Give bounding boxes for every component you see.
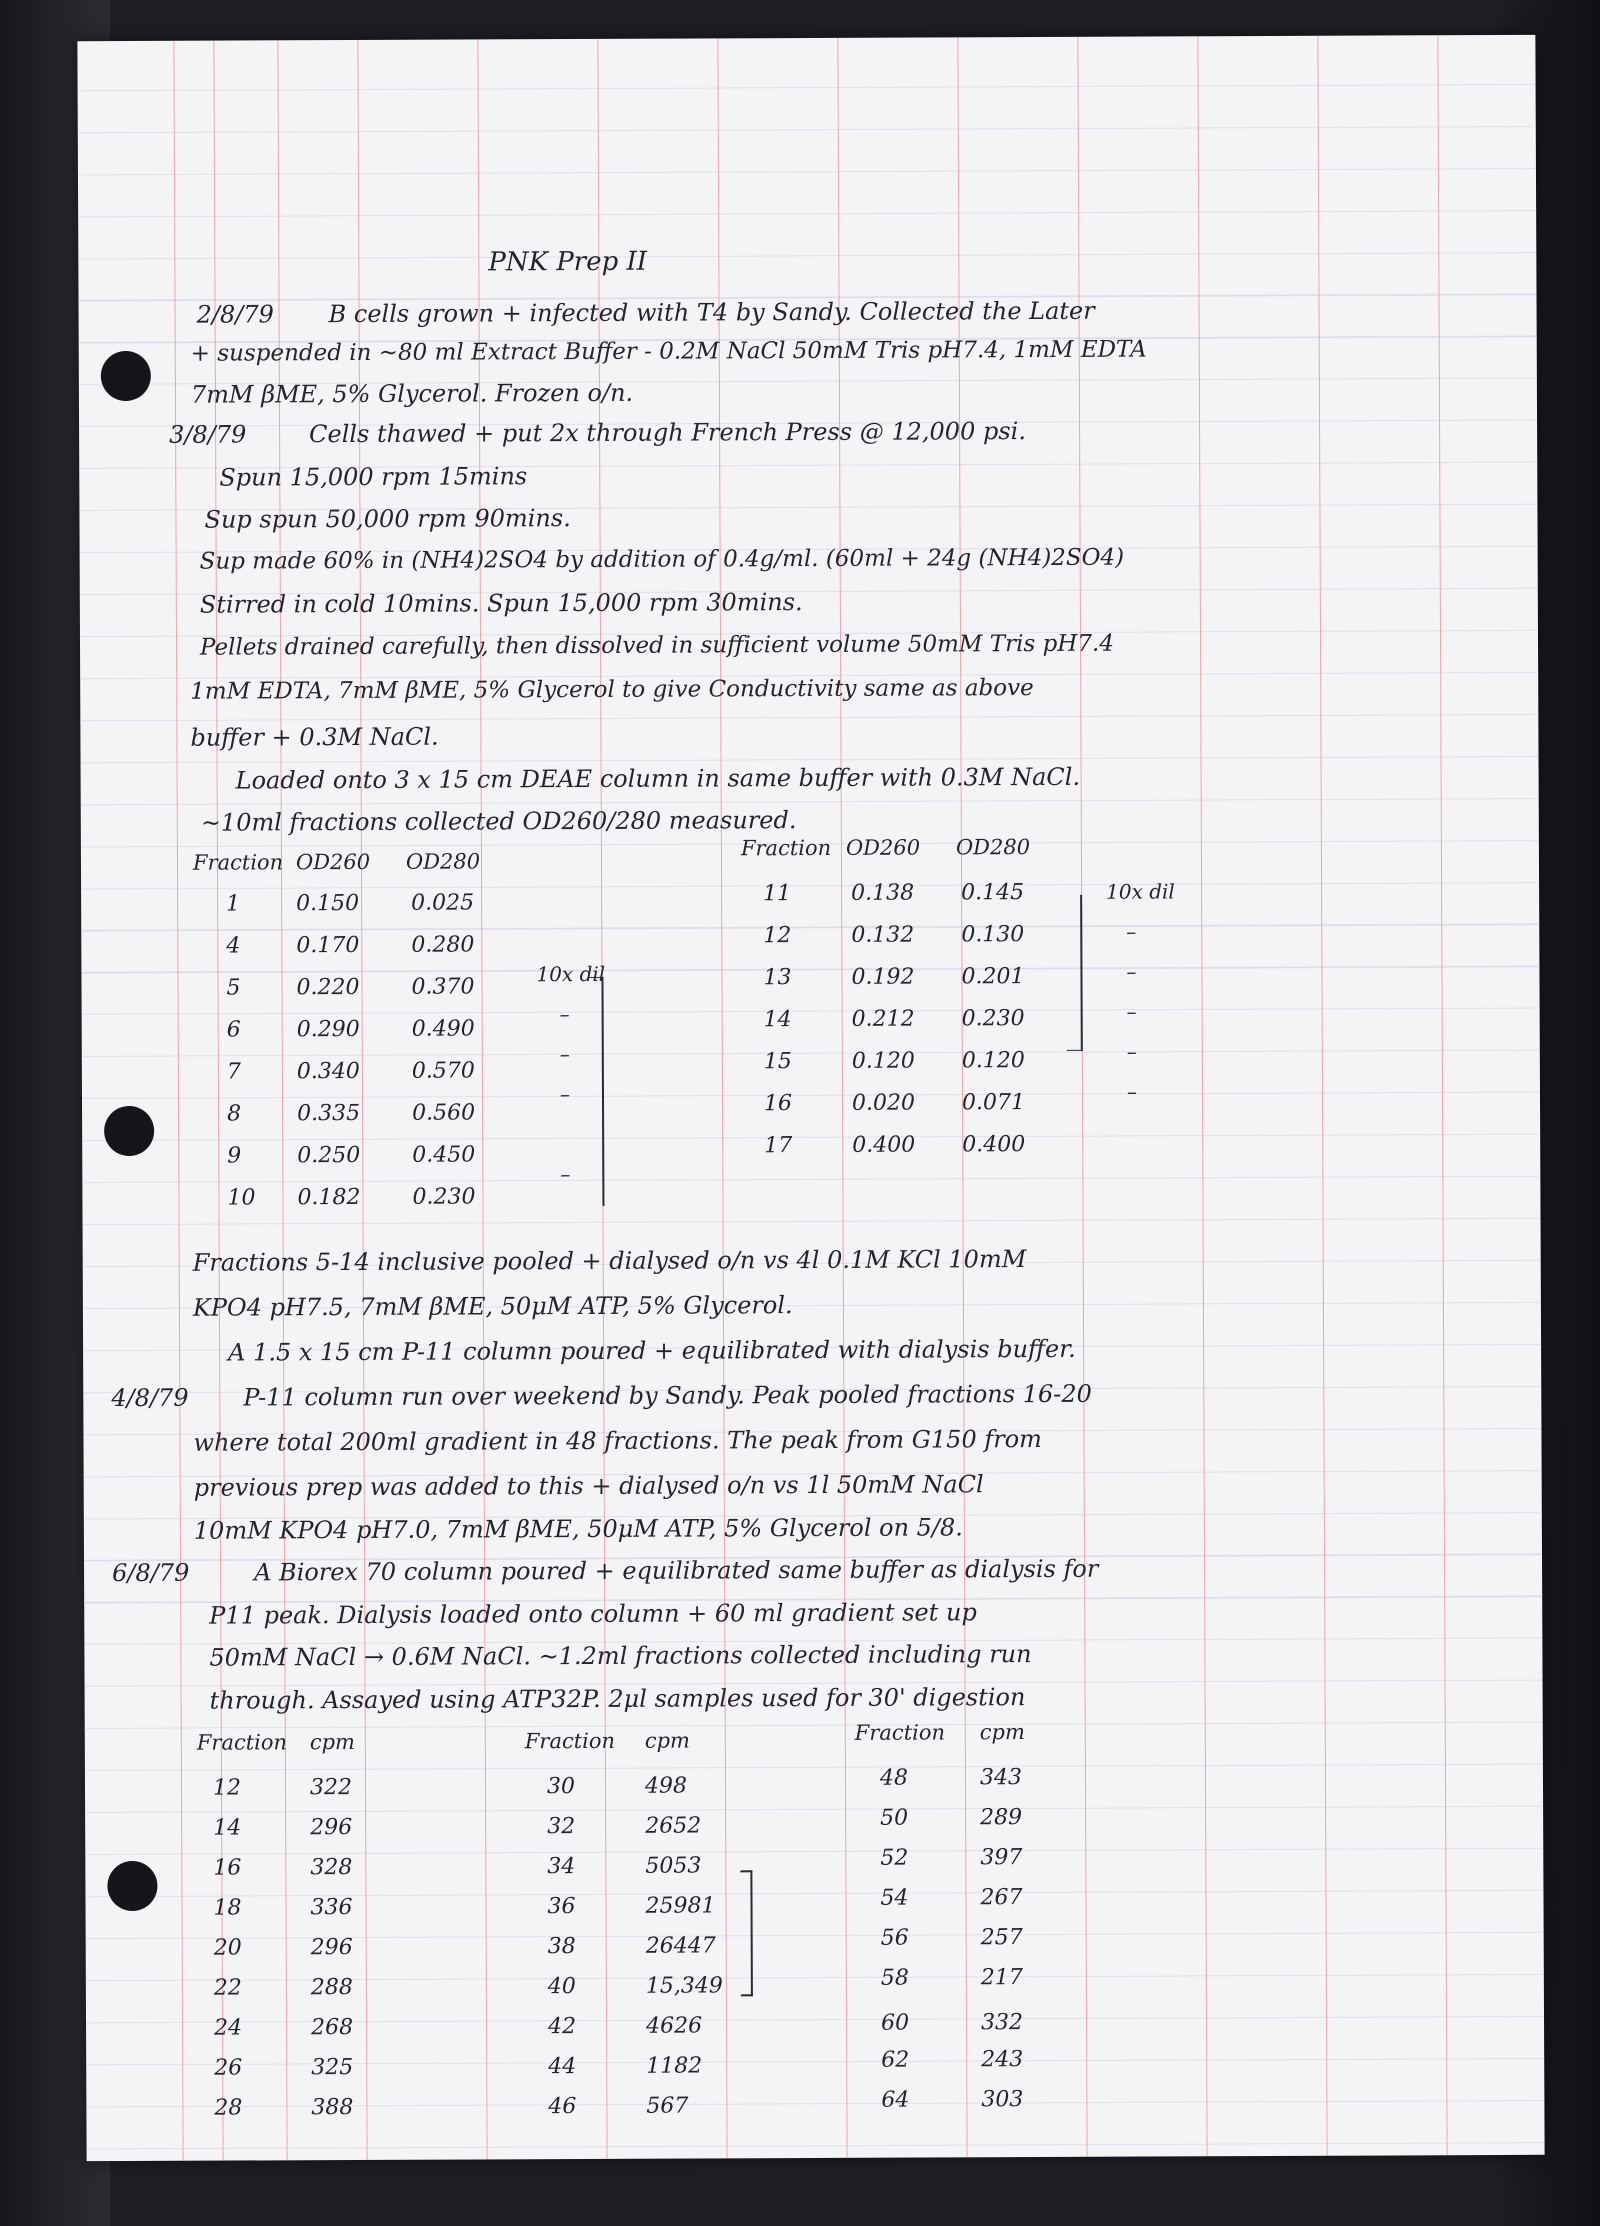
entry-line: 10mM KPO4 pH7.0, 7mM βME, 50μM ATP, 5% Glycerol on 5/8. <box>193 1513 963 1545</box>
table-cell: 0.120 <box>961 1048 1025 1074</box>
margin-line <box>1437 35 1447 2155</box>
table-cell: 0.560 <box>412 1100 476 1126</box>
entry-date: 4/8/79 <box>111 1383 189 1413</box>
table-cell: 0.340 <box>296 1058 360 1085</box>
column-header: cpm <box>644 1728 690 1753</box>
ditto-mark: – <box>560 1162 571 1187</box>
table-cell: 332 <box>980 2010 1024 2036</box>
entry-line: Sup made 60% in (NH4)2SO4 by addition of 0.4g/ml. (60ml + 24g (NH4)2SO4) <box>199 544 1125 575</box>
table-cell: 9 <box>227 1143 242 1169</box>
table-cell: 5 <box>226 975 241 1001</box>
table-cell: 0.490 <box>411 1016 475 1042</box>
table-cell: 7 <box>226 1059 241 1085</box>
table-cell: 10 <box>227 1185 256 1211</box>
table-cell: 11 <box>763 881 792 907</box>
table-cell: 56 <box>880 1925 909 1951</box>
entry-line: KPO4 pH7.5, 7mM βME, 50μM ATP, 5% Glycerol. <box>192 1291 793 1322</box>
table-cell: 0.250 <box>297 1142 361 1169</box>
table-cell: 24 <box>213 2015 243 2041</box>
table-cell: 36 <box>547 1894 576 1920</box>
entry-line: Fractions 5-14 inclusive pooled + dialysed o/n vs 4l 0.1M KCl 10mM <box>192 1245 1027 1277</box>
table-cell: 64 <box>881 2087 910 2113</box>
dilution-note: 10x dil <box>536 961 606 987</box>
table-cell: 2652 <box>645 1813 702 1839</box>
table-cell: 54 <box>880 1885 909 1911</box>
table-cell: 38 <box>547 1934 576 1960</box>
table-cell: 15 <box>763 1049 792 1075</box>
table-cell: 328 <box>310 1855 353 1881</box>
table-cell: 0.400 <box>962 1132 1026 1158</box>
table-cell: 267 <box>980 1885 1023 1911</box>
table-cell: 0.230 <box>412 1184 476 1210</box>
table-cell: 40 <box>547 1974 576 2000</box>
table-cell: 34 <box>547 1854 576 1880</box>
margin-line <box>173 41 183 2161</box>
entry-line: where total 200ml gradient in 48 fractions. The peak from G150 from <box>193 1424 1042 1457</box>
column-header: Fraction <box>854 1720 946 1745</box>
table-cell: 25981 <box>645 1893 716 1919</box>
table-cell: 60 <box>880 2010 910 2036</box>
table-cell: 42 <box>547 2014 577 2040</box>
table-cell: 32 <box>547 1814 576 1840</box>
table-cell: 0.020 <box>851 1090 916 1116</box>
table-cell: 0.450 <box>412 1142 476 1168</box>
table-cell: 498 <box>644 1773 688 1799</box>
column-header: OD280 <box>955 835 1031 860</box>
table-cell: 397 <box>980 1845 1023 1871</box>
table-cell: 0.182 <box>297 1184 361 1211</box>
entry-line: + suspended in ~80 ml Extract Buffer - 0.2M NaCl 50mM Tris pH7.4, 1mM EDTA <box>190 336 1147 367</box>
column-header: OD280 <box>405 849 481 874</box>
table-cell: 325 <box>311 2055 354 2081</box>
table-cell: 22 <box>213 1975 242 2001</box>
punch-hole <box>101 351 151 401</box>
table-cell: 0.220 <box>296 974 360 1001</box>
table-cell: 62 <box>881 2047 910 2073</box>
ditto-mark: – <box>559 1082 571 1107</box>
column-header: Fraction <box>192 850 284 875</box>
table-cell: 26447 <box>645 1933 716 1959</box>
column-header: cpm <box>309 1729 355 1755</box>
entry-line: A Biorex 70 column poured + equilibrated same buffer as dialysis for <box>254 1554 1099 1587</box>
table-cell: 289 <box>980 1805 1023 1831</box>
entry-line: Loaded onto 3 x 15 cm DEAE column in same buffer with 0.3M NaCl. <box>235 762 1081 795</box>
punch-hole <box>107 1861 157 1911</box>
entry-line: Cells thawed + put 2x through French Press @ 12,000 psi. <box>309 417 1026 449</box>
table-cell: 6 <box>226 1017 241 1043</box>
table-cell: 4626 <box>645 2013 703 2039</box>
entry-line: Spun 15,000 rpm 15mins <box>219 462 528 492</box>
entry-line: B cells grown + infected with T4 by Sandy. Collected the Later <box>328 296 1095 329</box>
margin-line <box>1197 36 1207 2156</box>
notebook-page <box>77 35 1544 2161</box>
table-cell: 48 <box>879 1765 909 1791</box>
column-header: cpm <box>979 1720 1025 1745</box>
table-cell: 1 <box>226 891 241 917</box>
bracket <box>589 977 604 1206</box>
entry-line: 50mM NaCl → 0.6M NaCl. ~1.2ml fractions collected including run <box>209 1640 1032 1672</box>
ditto-mark: – <box>1126 959 1137 984</box>
entry-line: through. Assayed using ATP32P. 2μl samples used for 30' digestion <box>209 1683 1026 1715</box>
entry-line: 7mM βME, 5% Glycerol. Frozen o/n. <box>190 378 634 409</box>
table-cell: 0.280 <box>411 932 475 958</box>
table-cell: 15,349 <box>645 1973 723 1999</box>
table-cell: 0.120 <box>851 1048 915 1074</box>
table-cell: 0.201 <box>961 964 1025 990</box>
entry-date: 2/8/79 <box>196 300 274 329</box>
table-cell: 0.212 <box>851 1006 915 1032</box>
table-cell: 343 <box>979 1765 1023 1791</box>
table-cell: 0.145 <box>961 880 1025 906</box>
table-cell: 8 <box>227 1101 242 1127</box>
table-cell: 0.170 <box>296 932 360 959</box>
dilution-note: 10x dil <box>1106 879 1175 904</box>
table-cell: 0.335 <box>297 1100 361 1127</box>
table-cell: 18 <box>213 1895 242 1921</box>
table-cell: 4 <box>226 933 241 959</box>
table-cell: 0.130 <box>961 922 1025 948</box>
bracket <box>1066 895 1083 1051</box>
table-cell: 0.370 <box>411 974 475 1000</box>
column-header: OD260 <box>845 835 921 860</box>
table-cell: 1182 <box>646 2053 703 2079</box>
page-title: PNK Prep II <box>488 246 648 278</box>
table-cell: 12 <box>763 923 792 949</box>
table-cell: 14 <box>213 1815 242 1841</box>
ditto-mark: – <box>1126 919 1137 944</box>
table-cell: 0.071 <box>961 1090 1026 1116</box>
table-cell: 16 <box>213 1855 242 1881</box>
column-header: Fraction <box>524 1728 616 1754</box>
ditto-mark: – <box>1126 1079 1138 1104</box>
table-cell: 217 <box>980 1965 1023 1991</box>
table-cell: 44 <box>548 2054 577 2080</box>
ditto-mark: – <box>1126 999 1137 1024</box>
table-cell: 0.025 <box>411 890 475 916</box>
table-cell: 0.230 <box>961 1006 1025 1032</box>
table-cell: 567 <box>646 2093 689 2119</box>
ditto-mark: – <box>559 1002 570 1027</box>
table-cell: 28 <box>214 2095 243 2121</box>
column-header: OD260 <box>295 849 371 875</box>
ditto-mark: – <box>1126 1039 1137 1064</box>
table-cell: 16 <box>763 1091 793 1117</box>
table-cell: 243 <box>981 2047 1024 2073</box>
table-cell: 0.138 <box>851 880 915 906</box>
table-cell: 0.150 <box>296 890 360 917</box>
table-cell: 12 <box>212 1775 242 1801</box>
table-cell: 30 <box>546 1774 576 1800</box>
table-cell: 0.400 <box>852 1132 916 1158</box>
table-cell: 296 <box>310 1935 353 1961</box>
table-cell: 322 <box>309 1775 353 1801</box>
table-cell: 0.192 <box>851 964 915 990</box>
bracket <box>740 1870 753 1996</box>
table-cell: 17 <box>764 1133 793 1159</box>
entry-line: Sup spun 50,000 rpm 90mins. <box>204 504 571 534</box>
table-cell: 303 <box>981 2087 1024 2113</box>
table-cell: 257 <box>980 1925 1023 1951</box>
entry-line: A 1.5 x 15 cm P-11 column poured + equilibrated with dialysis buffer. <box>228 1334 1076 1367</box>
table-cell: 46 <box>548 2094 577 2120</box>
entry-date: 6/8/79 <box>112 1558 190 1588</box>
table-cell: 20 <box>213 1935 242 1961</box>
table-cell: 0.132 <box>851 922 915 948</box>
table-cell: 52 <box>880 1845 909 1871</box>
table-cell: 14 <box>763 1007 792 1033</box>
entry-line: Pellets drained carefully, then dissolved in sufficient volume 50mM Tris pH7.4 <box>199 630 1114 661</box>
entry-line: P11 peak. Dialysis loaded onto column + 60 ml gradient set up <box>209 1598 977 1630</box>
table-cell: 50 <box>880 1805 909 1831</box>
entry-line: ~10ml fractions collected OD260/280 measured. <box>200 806 797 837</box>
table-cell: 388 <box>311 2095 354 2121</box>
entry-line: buffer + 0.3M NaCl. <box>190 722 439 752</box>
table-cell: 0.570 <box>411 1058 475 1084</box>
column-header: Fraction <box>740 835 832 861</box>
punch-hole <box>104 1106 154 1156</box>
entry-line: 1mM EDTA, 7mM βME, 5% Glycerol to give Conductivity same as above <box>190 675 1034 705</box>
table-cell: 296 <box>310 1815 353 1841</box>
entry-line: P-11 column run over weekend by Sandy. Peak pooled fractions 16-20 <box>243 1379 1092 1412</box>
column-header: Fraction <box>196 1730 288 1755</box>
table-cell: 5053 <box>645 1853 702 1879</box>
entry-date: 3/8/79 <box>169 420 247 449</box>
table-cell: 13 <box>763 965 792 991</box>
table-cell: 336 <box>310 1895 353 1921</box>
table-cell: 288 <box>310 1975 353 2001</box>
table-cell: 58 <box>880 1965 909 1991</box>
entry-line: previous prep was added to this + dialysed o/n vs 1l 50mM NaCl <box>193 1470 984 1502</box>
margin-line <box>1317 36 1327 2156</box>
table-cell: 268 <box>310 2015 354 2041</box>
table-cell: 0.290 <box>296 1016 360 1043</box>
entry-line: Stirred in cold 10mins. Spun 15,000 rpm 30mins. <box>199 588 803 619</box>
ditto-mark: – <box>559 1042 570 1067</box>
table-cell: 26 <box>214 2055 243 2081</box>
